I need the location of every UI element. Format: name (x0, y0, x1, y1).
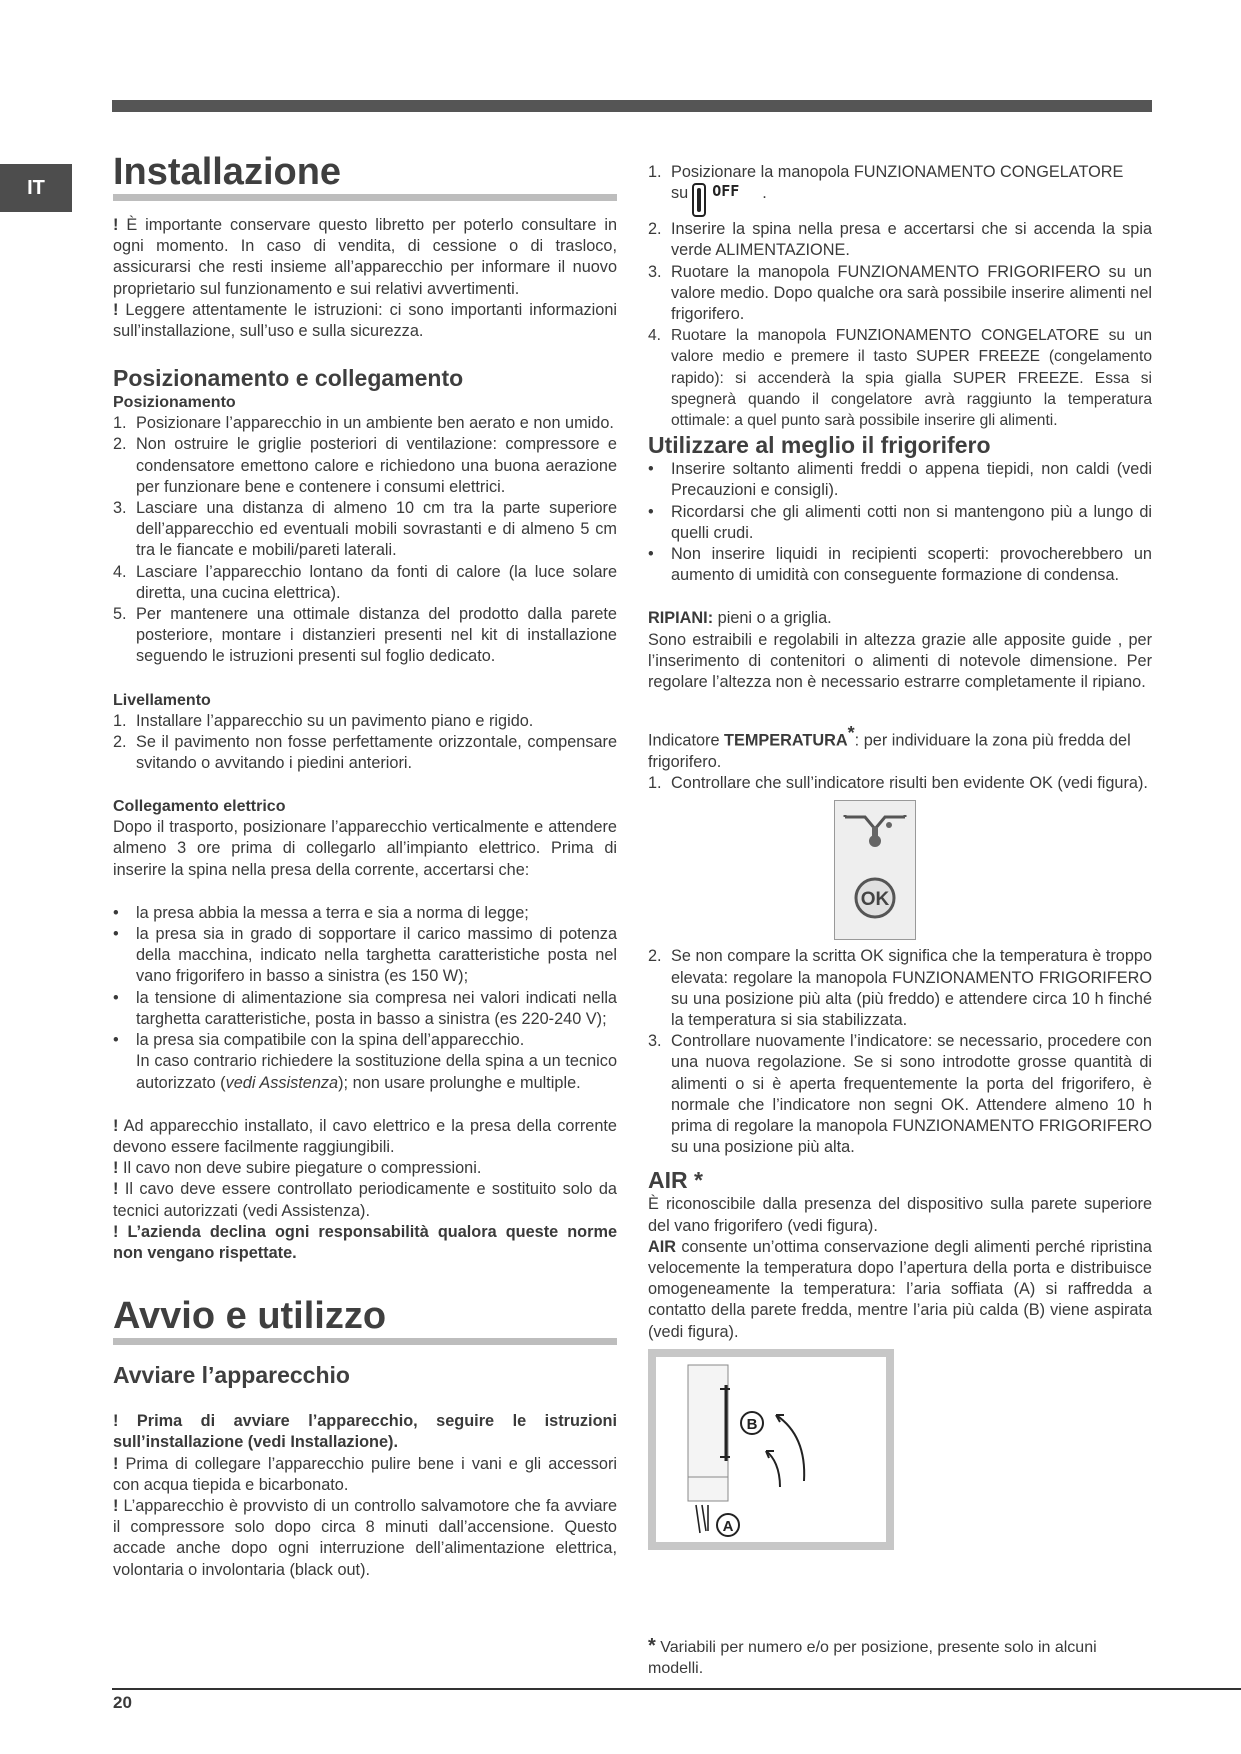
list-item: • Ricordarsi che gli alimenti cotti non si mantengono più a lungo di quelli crudi. (648, 502, 1152, 542)
right-column (648, 162, 1152, 1550)
list-item: • la presa sia in grado di sopportare il carico massimo di potenza della macchina, indicato nella targhetta caratteristiche posta nel vano frigorifero in basso a sinistra (es 150 W); (113, 925, 617, 986)
list-item: 2. Inserire la spina nella presa e accertarsi che si accenda la spia verde ALIMENTAZIONE. (648, 220, 1152, 260)
avvio-p1: ! Prima di avviare l’apparecchio, seguire le istruzioni sull’installazione (vedi Installazione). (113, 1412, 617, 1452)
title-underline (113, 194, 617, 201)
air-figure (648, 1349, 894, 1550)
list-item: 1. Posizionare la manopola FUNZIONAMENTO CONGELATORE su OFF . (648, 162, 1152, 219)
avvio-p3: ! L’apparecchio è provvisto di un controllo salvamotore che fa avviare il compressore solo dopo circa 8 minuti dall’accensione. Questo accade anche dopo ogni interruzione dell’alimentazione elettrica, volontaria o involontaria (black out). (113, 1496, 617, 1579)
list-item: 4. Lasciare l’apparecchio lontano da fonti di calore (la luce solare diretta, una cucina elettrica). (113, 562, 617, 602)
left-column (113, 150, 617, 1581)
page-number: 20 (113, 1693, 132, 1712)
indicatore-intro: Indicatore TEMPERATURA*: per individuare la zona più fredda del frigorifero. (648, 723, 1131, 771)
posizionamento-list (113, 413, 617, 667)
indicatore-list-cont (648, 946, 1152, 1158)
warning-4: ! L’azienda declina ogni responsabilità qualora queste norme non vengano rispettate. (113, 1222, 617, 1262)
list-item: • Inserire soltanto alimenti freddi o appena tiepidi, non caldi (vedi Precauzioni e consigli). (648, 460, 1152, 500)
air-p2: AIR consente un’ottima conservazione degli alimenti perché ripristina velocemente la temperatura dopo l’apertura della porta e distribuisce omogeneamente la temperatura: l’aria soffiata (A) si raffredda a contatto della parete fredda, mentre l’aria più calda (B) viene aspirata (vedi figura). (648, 1237, 1152, 1341)
warning-1: ! Ad apparecchio installato, il cavo elettrico e la presa della corrente devono essere facilmente raggiungibili. (113, 1116, 617, 1156)
start-steps (648, 162, 1152, 431)
list-item: 2. Non ostruire le griglie posteriori di ventilazione: compressore e condensatore emettono calore e richiedono una buona aerazione per funzionare bene e contenere i consumi elettrici. (113, 435, 617, 496)
list-item: 3. Ruotare la manopola FUNZIONAMENTO FRIGORIFERO su un valore medio. Dopo qualche ora sarà possibile inserire alimenti nel frigorifero. (648, 262, 1152, 324)
warning-2: ! Il cavo non deve subire piegature o compressioni. (113, 1159, 482, 1178)
warning-3: ! Il cavo deve essere controllato periodicamente e sostituito solo da tecnici autorizzati (vedi Assistenza). (113, 1180, 617, 1220)
label-a: A (722, 1517, 734, 1535)
list-item: • la presa sia compatibile con la spina dell’apparecchio. In caso contrario richiedere la sostituzione della spina a un tecnico autorizzato (vedi Assistenza); non usare prolunghe e multiple. (113, 1031, 617, 1092)
collegamento-intro: Dopo il trasporto, posizionare l’apparecchio verticalmente e attendere almeno 3 ore prima di collegarlo all’impianto elettrico. Prima di inserire la spina nella presa della corrente, accertarsi che: (113, 818, 617, 879)
list-item: 1. Posizionare l’apparecchio in un ambiente ben aerato e non umido. (113, 414, 614, 433)
air-title: AIR * (648, 1167, 703, 1194)
ripiani-label: RIPIANI: pieni o a griglia. (648, 609, 832, 628)
collegamento-title: Collegamento elettrico (113, 798, 286, 816)
livellamento-list (113, 711, 617, 775)
airflow-diagram-icon (656, 1357, 886, 1542)
temperature-indicator-figure (834, 800, 916, 940)
installazione-p2: ! Leggere attentamente le istruzioni: ci sono importanti informazioni sull’installazione, sull’uso e sulla sicurezza. (113, 300, 617, 341)
avvio-p2: ! Prima di collegare l’apparecchio pulire bene i vani e gli accessori con acqua tiepida e bicarbonato. (113, 1454, 617, 1494)
list-item: • Non inserire liquidi in recipienti scoperti: provocherebbero un aumento di umidità con conseguente formazione di condensa. (648, 545, 1152, 585)
ok-label: OK (860, 889, 890, 911)
freezer-knob-icon: OFF (692, 183, 762, 219)
meglio-title: Utilizzare al meglio il frigorifero (648, 432, 991, 459)
list-item: 5. Per mantenere una ottimale distanza del prodotto dalla parete posteriore, montare i distanzieri presenti nel kit di installazione seguendo le istruzioni presenti sul foglio dedicato. (113, 605, 617, 666)
posizionamento-title: Posizionamento e collegamento (113, 365, 464, 392)
footer-rule (112, 1688, 1241, 1690)
title-underline (113, 1338, 617, 1345)
livellamento-title: Livellamento (113, 691, 211, 709)
list-item: 1. Controllare che sull’indicatore risulti ben evidente OK (vedi figura). (648, 774, 1148, 793)
list-item: 1. Installare l’apparecchio su un pavimento piano e rigido. (113, 711, 534, 730)
indicatore-list (648, 773, 1152, 794)
air-p1: È riconoscibile dalla presenza del dispositivo sulla parete superiore del vano frigorifero (vedi figura). (648, 1195, 1152, 1235)
header-bar (112, 100, 1152, 112)
list-item: • la tensione di alimentazione sia compresa nei valori indicati nella targhetta caratteristiche, posta in basso a sinistra (es 220-240 V); (113, 988, 617, 1028)
posizionamento-subtitle: Posizionamento (113, 394, 236, 412)
list-item: 3. Lasciare una distanza di almeno 10 cm tra la parte superiore dell’apparecchio ed eventuali mobili sovrastanti e di almeno 5 cm tra le fiancate e mobili/pareti laterali. (113, 499, 617, 560)
list-item: 4. Ruotare la manopola FUNZIONAMENTO CONGELATORE su un valore medio e premere il tasto SUPER FREEZE (congelamento rapido): si accenderà la spia gialla SUPER FREEZE. Essa si spegnerà quando il congelatore avrà raggiunto la temperatura ottimale: a quel punto sarà possibile inserire gli alimenti. (648, 327, 1152, 430)
list-item: 2. Se il pavimento non fosse perfettamente orizzontale, compensare svitando o avvitando i piedini anteriori. (113, 732, 617, 773)
label-b: B (746, 1415, 758, 1433)
collegamento-bullets (113, 903, 617, 1094)
list-item: • la presa abbia la messa a terra e sia a norma di legge; (113, 903, 529, 922)
ripiani-text: Sono estraibili e regolabili in altezza grazie alle apposite guide , per l’inserimento di contenitori o alimenti di notevole dimensione. Per regolare l’altezza non è necessario estrarre completamente il ripiano. (648, 630, 1152, 692)
avvio-subtitle: Avviare l’apparecchio (113, 1362, 350, 1389)
temperature-indicator-icon (835, 801, 915, 939)
list-item: 3. Controllare nuovamente l’indicatore: se necessario, procedere con una nuova regolazione. Se si sono introdotte grosse quantità di alimenti o si è aperta frequentemente la porta del frigorifero, è normale che l’indicatore non segni OK. Attendere almeno 10 h prima di regolare la manopola FUNZIONAMENTO FRIGORIFERO su una posizione più alta. (648, 1032, 1152, 1157)
footnote: * Variabili per numero e/o per posizione, presente solo in alcuni modelli. (648, 1635, 1097, 1677)
installazione-p1: ! È importante conservare questo libretto per poterlo consultare in ogni momento. In caso di vendita, di cessione o di trasloco, assicurarsi che resti insieme all’apparecchio per informare il nuovo proprietario sul funzionamento e sui relativi avvertimenti. (113, 216, 617, 298)
installazione-title: Installazione (113, 151, 342, 193)
list-item: 2. Se non compare la scritta OK significa che la temperatura è troppo elevata: regolare la manopola FUNZIONAMENTO FRIGORIFERO su una posizione più alta (più freddo) e attendere circa 10 h finché la temperatura si sia stabilizzata. (648, 947, 1152, 1029)
language-tab: IT (0, 164, 72, 212)
meglio-bullets (648, 459, 1152, 586)
avvio-title: Avvio e utilizzo (113, 1295, 387, 1338)
